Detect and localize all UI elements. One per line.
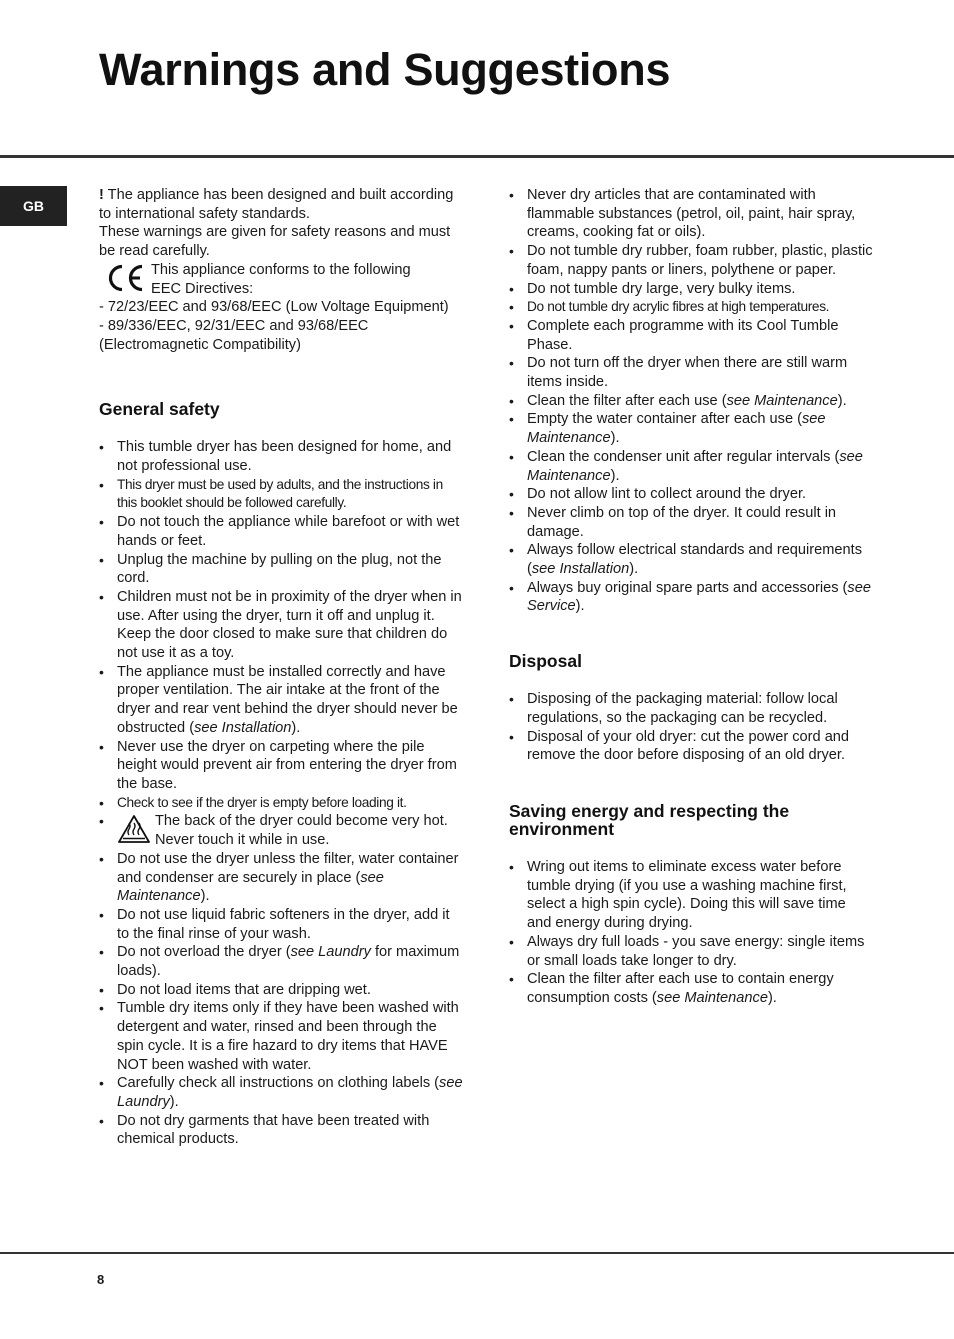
header-divider	[0, 155, 954, 158]
list-item: • Do not dry garments that have been treated with chemical products.	[99, 1112, 464, 1149]
list-item: • Unplug the machine by pulling on the plug, not the cord.	[99, 551, 464, 588]
list-item: • Complete each programme with its Cool Tumble Phase.	[509, 317, 874, 354]
list-item: • This tumble dryer has been designed for home, and not professional use.	[99, 438, 464, 475]
list-item: • Children must not be in proximity of the dryer when in use. After using the dryer, turn it off and unplug it. Keep the door closed to make sure that children do not use it as a toy.	[99, 588, 464, 663]
intro-text: ! The appliance has been designed and built according to international safety standards. These warnings are given for safety reasons and must be read carefully.	[99, 187, 454, 260]
list-item: • Clean the filter after each use to contain energy consumption costs (see Maintenance).	[509, 970, 874, 1007]
list-item: • Always buy original spare parts and accessories (see Service).	[509, 579, 874, 616]
general-safety-heading: General safety	[99, 399, 220, 420]
right-column	[509, 186, 874, 1008]
page-number: 8	[97, 1272, 105, 1287]
safety-list-continued	[509, 186, 874, 616]
disposal-list	[509, 690, 874, 765]
list-item: • Do not tumble dry large, very bulky items.	[509, 280, 874, 299]
general-safety-list	[99, 438, 464, 1149]
list-item: • Carefully check all instructions on clothing labels (see Laundry).	[99, 1074, 464, 1111]
footer-divider	[0, 1252, 954, 1254]
directive-low-voltage: - 72/23/EEC and 93/68/EEC (Low Voltage Equipment)	[99, 299, 449, 316]
list-item: • Disposing of the packaging material: follow local regulations, so the packaging can be recycled.	[509, 690, 874, 727]
list-item: • Always dry full loads - you save energy: single items or small loads take longer to dry.	[509, 933, 874, 970]
list-item: • Do not overload the dryer (see Laundry for maximum loads).	[99, 943, 464, 980]
language-tab: GB	[0, 186, 67, 226]
list-item: • Check to see if the dryer is empty before loading it.	[99, 794, 464, 813]
disposal-heading: Disposal	[509, 651, 582, 672]
list-item: • Do not touch the appliance while barefoot or with wet hands or feet.	[99, 513, 464, 550]
energy-list	[509, 858, 874, 1008]
ce-conformity	[99, 261, 464, 298]
list-item: • Empty the water container after each use (see Maintenance).	[509, 410, 874, 447]
left-column	[99, 186, 464, 1149]
directive-emc: - 89/336/EEC, 92/31/EEC and 93/68/EEC (Electromagnetic Compatibility)	[99, 317, 369, 353]
warning-mark: !	[99, 187, 104, 203]
ce-text: This appliance conforms to the following EEC Directives:	[151, 261, 411, 297]
list-item: • Do not load items that are dripping wet.	[99, 981, 464, 1000]
list-item: • Always follow electrical standards and requirements (see Installation).	[509, 541, 874, 578]
list-item: • Do not use liquid fabric softeners in the dryer, add it to the final rinse of your wash.	[99, 906, 464, 943]
list-item: • Do not turn off the dryer when there are still warm items inside.	[509, 354, 874, 391]
list-item: • Never use the dryer on carpeting where the pile height would prevent air from entering the dryer from the base.	[99, 738, 464, 794]
list-item: • Disposal of your old dryer: cut the power cord and remove the door before disposing of an old dryer.	[509, 728, 874, 765]
list-item: • The appliance must be installed correctly and have proper ventilation. The air intake at the front of the dryer and rear vent behind the dryer should never be obstructed (see Installation).	[99, 663, 464, 738]
hot-surface-warning-icon	[117, 812, 155, 846]
list-item: • Clean the filter after each use (see Maintenance).	[509, 392, 874, 411]
list-item: • Clean the condenser unit after regular intervals (see Maintenance).	[509, 448, 874, 485]
list-item: • Do not allow lint to collect around the dryer.	[509, 485, 874, 504]
list-item: • Do not use the dryer unless the filter, water container and condenser are securely in place (see Maintenance).	[99, 850, 464, 906]
energy-heading: Saving energy and respecting the environment	[509, 800, 790, 839]
page-title: Warnings and Suggestions	[99, 44, 671, 95]
ce-mark-icon	[99, 261, 151, 295]
list-item: • Wring out items to eliminate excess water before tumble drying (if you use a washing machine first, select a high spin cycle). Doing this will save time and energy during drying.	[509, 858, 874, 933]
list-item: • This dryer must be used by adults, and the instructions in this booklet should be followed carefully.	[99, 476, 464, 513]
list-item: • Tumble dry items only if they have been washed with detergent and water, rinsed and been through the spin cycle. It is a fire hazard to dry items that HAVE NOT been washed with water.	[99, 999, 464, 1074]
list-item: • Never climb on top of the dryer. It could result in damage.	[509, 504, 874, 541]
list-item: • Do not tumble dry rubber, foam rubber, plastic, plastic foam, nappy pants or liners, polythene or paper.	[509, 242, 874, 279]
list-item: • Do not tumble dry acrylic fibres at high temperatures.	[509, 298, 874, 317]
list-item: • Never dry articles that are contaminated with flammable substances (petrol, oil, paint, hair spray, creams, cooking fat or oils).	[509, 186, 874, 242]
list-item: • The back of the dryer could become very hot. Never touch it while in use.	[99, 812, 464, 849]
